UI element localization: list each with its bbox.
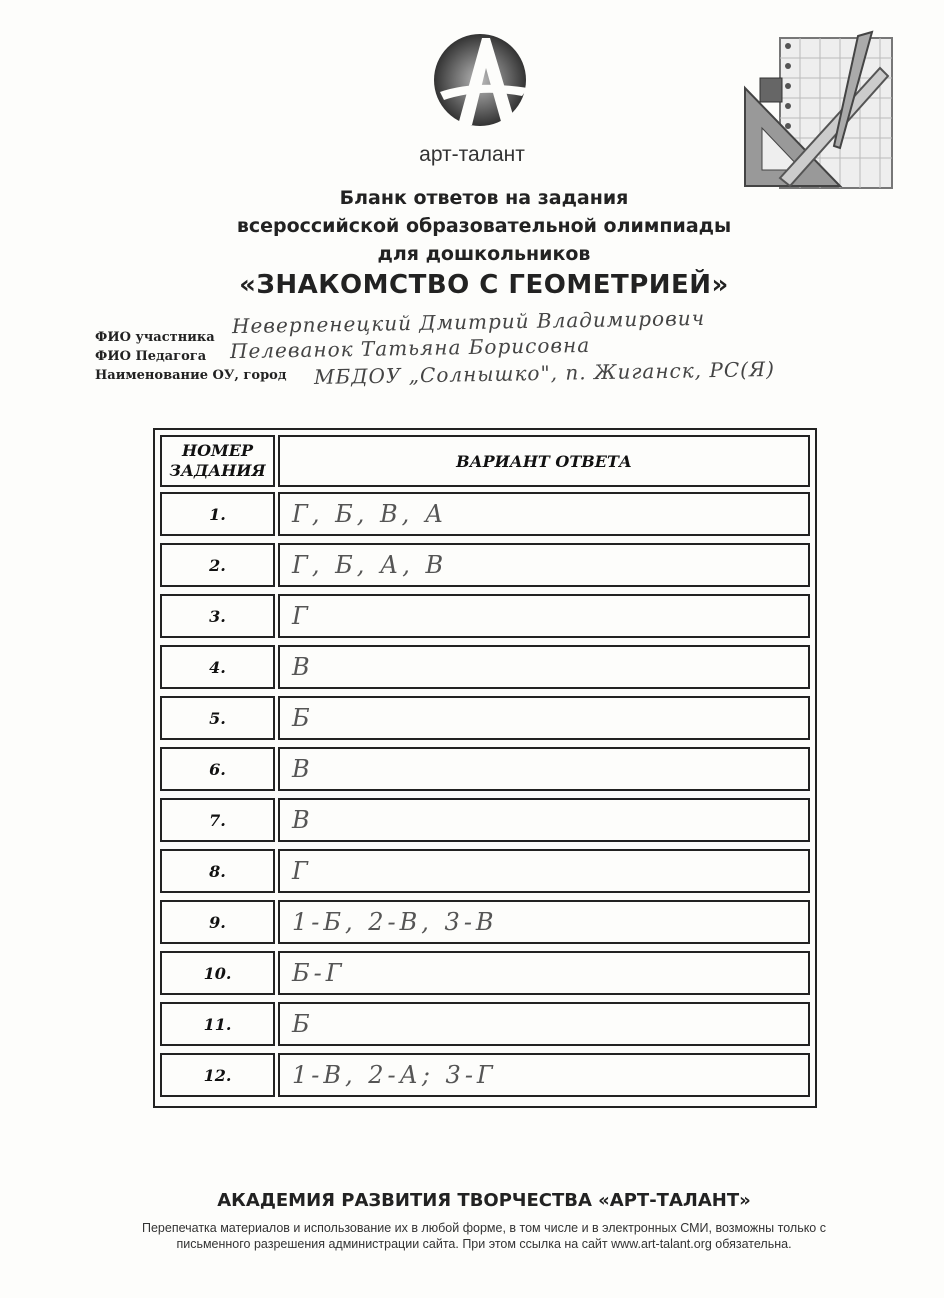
teacher-label: ФИО Педагога xyxy=(95,349,207,364)
task-answer: В xyxy=(278,798,810,842)
task-answer: В xyxy=(278,645,810,689)
table-row xyxy=(160,645,810,689)
table-row xyxy=(160,1002,810,1046)
school-value: МБДОУ „Солнышко", п. Жиганск, РС(Я) xyxy=(313,356,776,390)
table-row xyxy=(160,951,810,995)
task-answer: Б xyxy=(278,696,810,740)
table-row xyxy=(160,900,810,944)
table-row xyxy=(160,594,810,638)
task-number: 6. xyxy=(160,747,275,791)
task-answer: В xyxy=(278,747,810,791)
participant-label: ФИО участника xyxy=(95,330,215,345)
teacher-value: Пелеванок Татьяна Борисовна xyxy=(229,332,591,364)
school-label: Наименование ОУ, город xyxy=(95,368,287,383)
header-number-line2: ЗАДАНИЯ xyxy=(169,461,266,480)
task-number: 8. xyxy=(160,849,275,893)
task-answer: 1-Б, 2-В, 3-В xyxy=(278,900,810,944)
copyright-note-line1: Перепечатка материалов и использование их в любой форме, в том числе и в электронных СМИ, возможны только с xyxy=(141,1221,826,1235)
task-number: 12. xyxy=(160,1053,275,1097)
table-row xyxy=(160,849,810,893)
task-number: 5. xyxy=(160,696,275,740)
participant-value: Неверпенецкий Дмитрий Владимирович xyxy=(231,305,706,339)
answer-table xyxy=(153,428,817,1108)
header-number-cell xyxy=(160,435,275,487)
task-answer: Г, Б, В, А xyxy=(278,492,810,536)
table-row xyxy=(160,747,810,791)
task-number: 1. xyxy=(160,492,275,536)
task-answer: 1-В, 2-А; 3-Г xyxy=(278,1053,810,1097)
table-row xyxy=(160,1053,810,1097)
task-number: 3. xyxy=(160,594,275,638)
table-row xyxy=(160,798,810,842)
table-row xyxy=(160,492,810,536)
table-row xyxy=(160,696,810,740)
task-answer: Г xyxy=(278,594,810,638)
task-answer: Б xyxy=(278,1002,810,1046)
table-header-row xyxy=(160,435,810,487)
stationery-illustration xyxy=(740,28,900,196)
task-answer: Г, Б, А, В xyxy=(278,543,810,587)
copyright-note-line2: письменного разрешения администрации сайта. При этом ссылка на сайт www.art-talant.org обязательна. xyxy=(176,1237,792,1251)
academy-title: АКАДЕМИЯ РАЗВИТИЯ ТВОРЧЕСТВА «АРТ-ТАЛАНТ» xyxy=(217,1190,751,1211)
task-number: 4. xyxy=(160,645,275,689)
art-talant-logo xyxy=(420,30,540,145)
header-number-line1: НОМЕР xyxy=(182,441,253,460)
header-answer-cell: ВАРИАНТ ОТВЕТА xyxy=(278,435,810,487)
task-number: 11. xyxy=(160,1002,275,1046)
task-number: 10. xyxy=(160,951,275,995)
form-title-line3: для дошкольников xyxy=(377,243,591,265)
form-title-line2: всероссийской образовательной олимпиады xyxy=(236,215,732,237)
form-title-line1: Бланк ответов на задания xyxy=(339,187,629,209)
copyright-note xyxy=(100,1220,868,1252)
table-row xyxy=(160,543,810,587)
task-number: 9. xyxy=(160,900,275,944)
olympiad-title: «ЗНАКОМСТВО С ГЕОМЕТРИЕЙ» xyxy=(239,270,729,300)
task-answer: Б-Г xyxy=(278,951,810,995)
brand-name: арт-талант xyxy=(419,143,525,166)
task-answer: Г xyxy=(278,849,810,893)
task-number: 7. xyxy=(160,798,275,842)
task-number: 2. xyxy=(160,543,275,587)
